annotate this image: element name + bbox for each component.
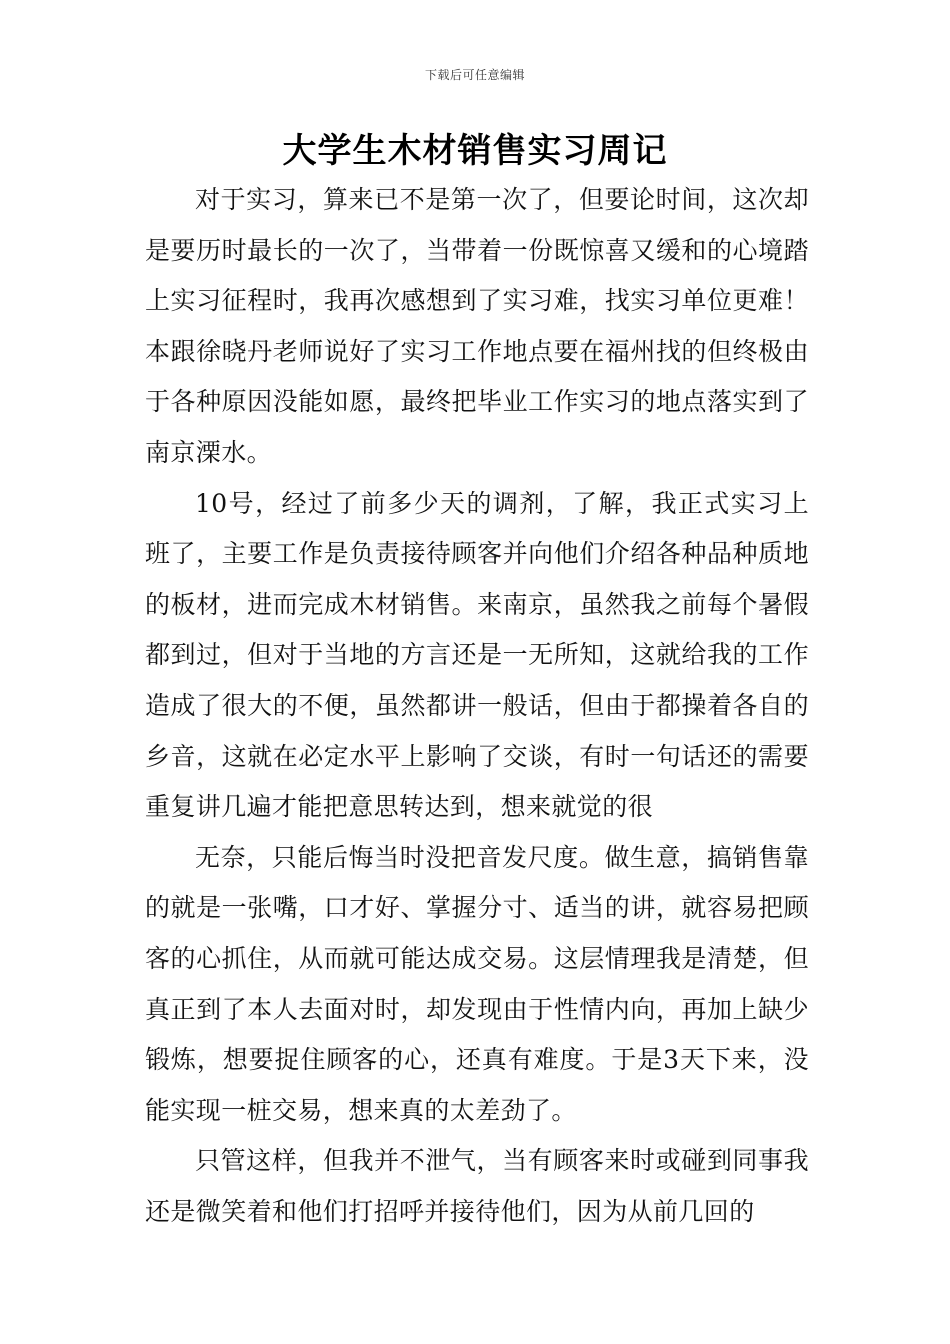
paragraph: 只管这样，但我并不泄气，当有顾客来时或碰到同事我还是微笑着和他们打招呼并接待他们，因为从前几回的	[145, 1146, 809, 1226]
document-body	[145, 175, 809, 1237]
header-note: 下载后可任意编辑	[424, 68, 525, 82]
document-title: 大学生木材销售实习周记	[282, 131, 668, 171]
paragraph: 10号，经过了前多少天的调剂，了解，我正式实习上班了，主要工作是负责接待顾客并向他们介绍各种品种质地的板材，进而完成木材销售。来南京，虽然我之前每个暑假都到过，但对于当地的方言还是一无所知，这就给我的工作造成了很大的不便，虽然都讲一般话，但由于都操着各自的乡音，这就在必定水平上影响了交谈，有时一句话还的需要重复讲几遍才能把意思转达到，想来就觉的很	[145, 488, 809, 822]
paragraph: 对于实习，算来已不是第一次了，但要论时间，这次却是要历时最长的一次了，当带着一份既惊喜又缓和的心境踏上实习征程时，我再次感想到了实习难，找实习单位更难！本跟徐晓丹老师说好了实习工作地点要在福州找的但终极由于各种原因没能如愿，最终把毕业工作实习的地点落实到了南京溧水。	[145, 185, 809, 467]
paragraph: 无奈，只能后悔当时没把音发尺度。做生意，搞销售靠的就是一张嘴，口才好、掌握分寸、适当的讲，就容易把顾客的心抓住，从而就可能达成交易。这层情理我是清楚，但真正到了本人去面对时，却发现由于性情内向，再加上缺少锻炼，想要捉住顾客的心，还真有难度。于是3天下来，没能实现一桩交易，想来真的太差劲了。	[145, 842, 809, 1125]
